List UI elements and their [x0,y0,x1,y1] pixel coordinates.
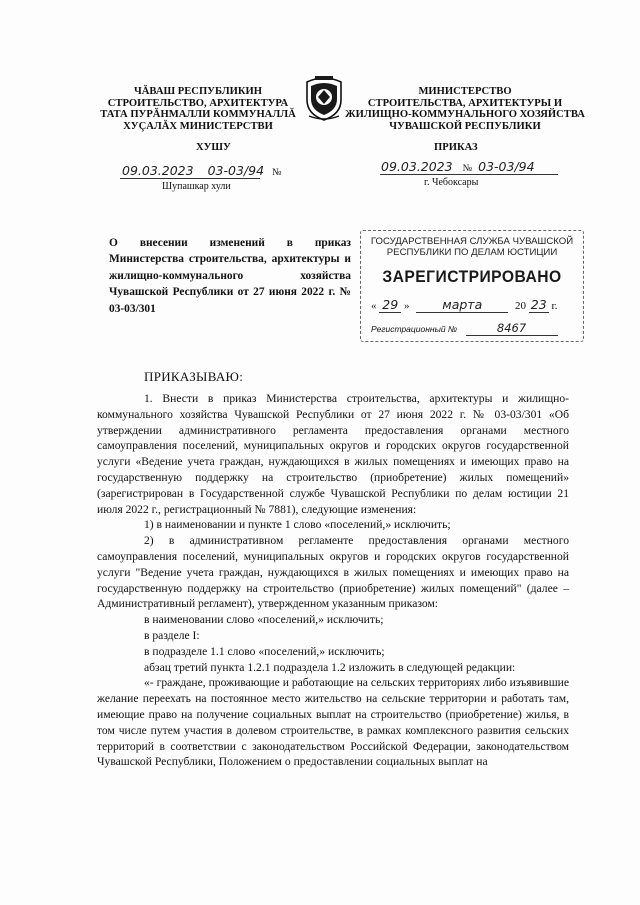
doc-type-russian: ПРИКАЗ [434,142,478,153]
handwritten-date: 09.03.2023 [122,163,194,178]
header-right-line: ЖИЛИЩНО-КОММУНАЛЬНОГО ХОЗЯЙСТВА [345,109,585,120]
number-sign: № [272,167,282,178]
stamp-year-suffix: г. [551,300,558,312]
header-left-authority [98,86,298,132]
body-paragraph: в разделе I: [144,628,200,642]
header-left-line: ХУÇАЛĂХ МИНИСТЕРСТВИ [123,120,273,132]
handwritten-number: 03-03/94 [207,163,265,178]
stamp-reg-label: Регистрационный № [371,324,458,334]
body-paragraph: в подразделе 1.1 слово «поселений,» исключить; [144,644,385,658]
stamp-status: ЗАРЕГИСТРИРОВАНО [382,267,562,286]
header-right-authority [345,86,585,132]
document-body [97,391,569,770]
body-paragraph: «- граждане, проживающие и работающие на сельских территориях либо изъявившие желание переехать на постоянное место жительство на сельские территории и работать там, имеющие право на получение социальных выплат на строительство (приобретение) жилья, в том числе путем участия в долевом строительстве, в рамках комплексного развития сельских территорий в соответствии с законодательством Российской Федерации, законодательством Чувашской Республики, Положением о предоставлении социальных выплат на [97,676,569,769]
body-paragraph: в наименовании слово «поселений,» исключить; [144,613,384,627]
stamp-day-prefix: « [371,300,377,312]
stamp-heading-line: ГОСУДАРСТВЕННАЯ СЛУЖБА ЧУВАШСКОЙ [370,236,574,247]
registration-stamp [360,230,584,342]
stamp-year: 23 [529,297,549,313]
order-word: ПРИКАЗЫВАЮ: [144,369,244,384]
stamp-registration [371,321,558,336]
stamp-heading-line: РЕСПУБЛИКИ ПО ДЕЛАМ ЮСТИЦИИ [386,247,558,258]
place-russian: г. Чебоксары [424,177,479,188]
stamp-reg-number: 8467 [466,321,558,336]
body-paragraph: 1. Внести в приказ Министерства строительства, архитектуры и жилищно-коммунального хозяйства Чувашской Республики от 27 июня 2022 г. № 03-03/301 «Об утверждении административного регламента предоставления органами местного самоуправления поселений, муниципальных округов и городских округов государственной услуги «Ведение учета граждан, нуждающихся в жилых помещениях и имеющих право на государственную поддержку на строительство (приобретение) жилых помещений» (зарегистрирован в Государственной службе Чувашской Республики по делам юстиции 21 июля 2022 г., регистрационный № 7881), следующие изменения: [97,392,569,516]
chuvash-coat-of-arms-icon [303,76,345,122]
date-underline [120,178,260,179]
header-right-line: ЧУВАШСКОЙ РЕСПУБЛИКИ [389,120,541,132]
stamp-day-suffix: » [404,300,410,312]
place-chuvash: Шупашкар хули [162,181,231,192]
handwritten-number: 03-03/94 [478,159,535,174]
stamp-year-prefix: 20 [515,300,526,312]
number-sign: № [462,163,473,174]
body-paragraph: 1) в наименовании и пункте 1 слово «поселений,» исключить; [144,518,451,532]
header-left-line: ЧĂВАШ РЕСПУБЛИКИН [134,86,262,97]
doc-type-chuvash: ХУШУ [196,142,231,153]
stamp-month: марта [416,297,508,313]
header-left-line: СТРОИТЕЛЬСТВО, АРХИТЕКТУРА [107,97,289,109]
body-paragraph: абзац третий пункта 1.2.1 подраздела 1.2 изложить в следующей редакции: [144,660,516,674]
document-title: О внесении изменений в приказ Министерства строительства, архитектуры и жилищно-коммунального хозяйства Чувашской Республики от 27 июня 2022 г. № 03-03/301 [109,237,351,315]
date-underline [380,174,558,175]
stamp-heading [361,236,583,258]
header-right-line: МИНИСТЕРСТВО [418,86,512,97]
handwritten-date: 09.03.2023 [381,159,453,174]
header-left-line: ТАТА ПУРĂНМАЛЛИ КОММУНАЛЛĂ [100,109,296,120]
stamp-day: 29 [379,297,401,313]
header-right-line: СТРОИТЕЛЬСТВА, АРХИТЕКТУРЫ И [367,97,563,109]
body-paragraph: 2) в административном регламенте предоставления органами местного самоуправления поселений, муниципальных округов и городских округов государственной услуги "Ведение учета граждан, нуждающихся в жилых помещениях и имеющих право на государственную поддержку на строительство (приобретение) жилых помещений" (далее – Административный регламент), утвержденном указанным приказом: [97,534,569,611]
stamp-date [371,297,576,313]
